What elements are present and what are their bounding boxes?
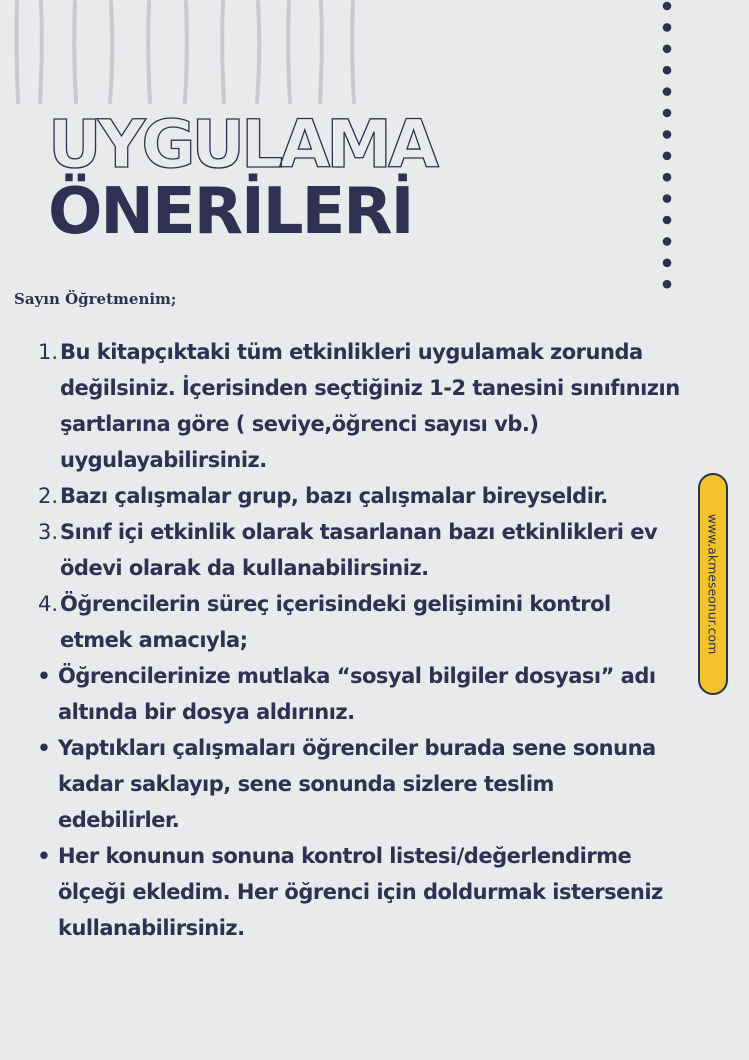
item-text: Bu kitapçıktaki tüm etkinlikleri uygulamak zorunda değilsiniz. İçerisinden seçtiğiniz 1-2 tanesini sınıfınızın şartlarına göre ( seviye,öğrenci sayısı vb.) uygulayabilirsiniz.: [60, 340, 680, 472]
bullet-marker: •: [37, 844, 51, 868]
list-item: [30, 334, 680, 478]
recommendation-list: [30, 334, 680, 946]
decorative-dot: [663, 237, 672, 246]
item-text: Öğrencilerin süreç içerisindeki gelişimini kontrol etmek amacıyla;: [60, 592, 611, 652]
decorative-dot: [663, 87, 672, 96]
decorative-dot: [663, 66, 672, 75]
greeting: Sayın Öğretmenim;: [14, 290, 177, 308]
website-badge: [698, 473, 728, 695]
decorative-dot: [663, 130, 672, 139]
list-item: [30, 514, 680, 586]
decorative-dot: [663, 152, 672, 161]
item-text: Bazı çalışmalar grup, bazı çalışmalar bireyseldir.: [60, 484, 608, 508]
list-item: [30, 730, 680, 838]
decorative-dot: [663, 216, 672, 225]
decorative-vertical-lines: [0, 0, 380, 110]
item-marker: 1.: [37, 340, 58, 364]
item-text: Yaptıkları çalışmaları öğrenciler burada sene sonuna kadar saklayıp, sene sonunda sizlere teslim edebilirler.: [58, 736, 656, 832]
decorative-dot: [663, 109, 672, 118]
decorative-dot: [663, 45, 672, 54]
website-url: www.akmeseonur.com: [705, 513, 721, 655]
title-line-2: ÖNERİLERİ: [48, 175, 413, 249]
list-item: [30, 478, 680, 514]
item-text: Sınıf içi etkinlik olarak tasarlanan bazı etkinlikleri ev ödevi olarak da kullanabilirsiniz.: [60, 520, 658, 580]
item-text: Her konunun sonuna kontrol listesi/değerlendirme ölçeği ekledim. Her öğrenci için doldurmak isterseniz kullanabilirsiniz.: [58, 844, 663, 940]
item-marker: 4.: [37, 592, 58, 616]
list-item: [30, 658, 680, 730]
bullet-marker: •: [37, 664, 51, 688]
decorative-dot: [663, 2, 672, 11]
item-text: Öğrencilerinize mutlaka “sosyal bilgiler dosyası” adı altında bir dosya aldırınız.: [58, 664, 656, 724]
decorative-dot: [663, 280, 672, 289]
decorative-dot: [663, 23, 672, 32]
decorative-dot: [663, 259, 672, 268]
list-item: [30, 586, 680, 658]
item-marker: 3.: [37, 520, 58, 544]
decorative-dot-column: [660, 0, 676, 320]
list-item: [30, 838, 680, 946]
item-marker: 2.: [37, 484, 58, 508]
decorative-dot: [663, 173, 672, 182]
title-line-1: UYGULAMA: [48, 106, 436, 183]
decorative-dot: [663, 194, 672, 203]
bullet-marker: •: [37, 736, 51, 760]
